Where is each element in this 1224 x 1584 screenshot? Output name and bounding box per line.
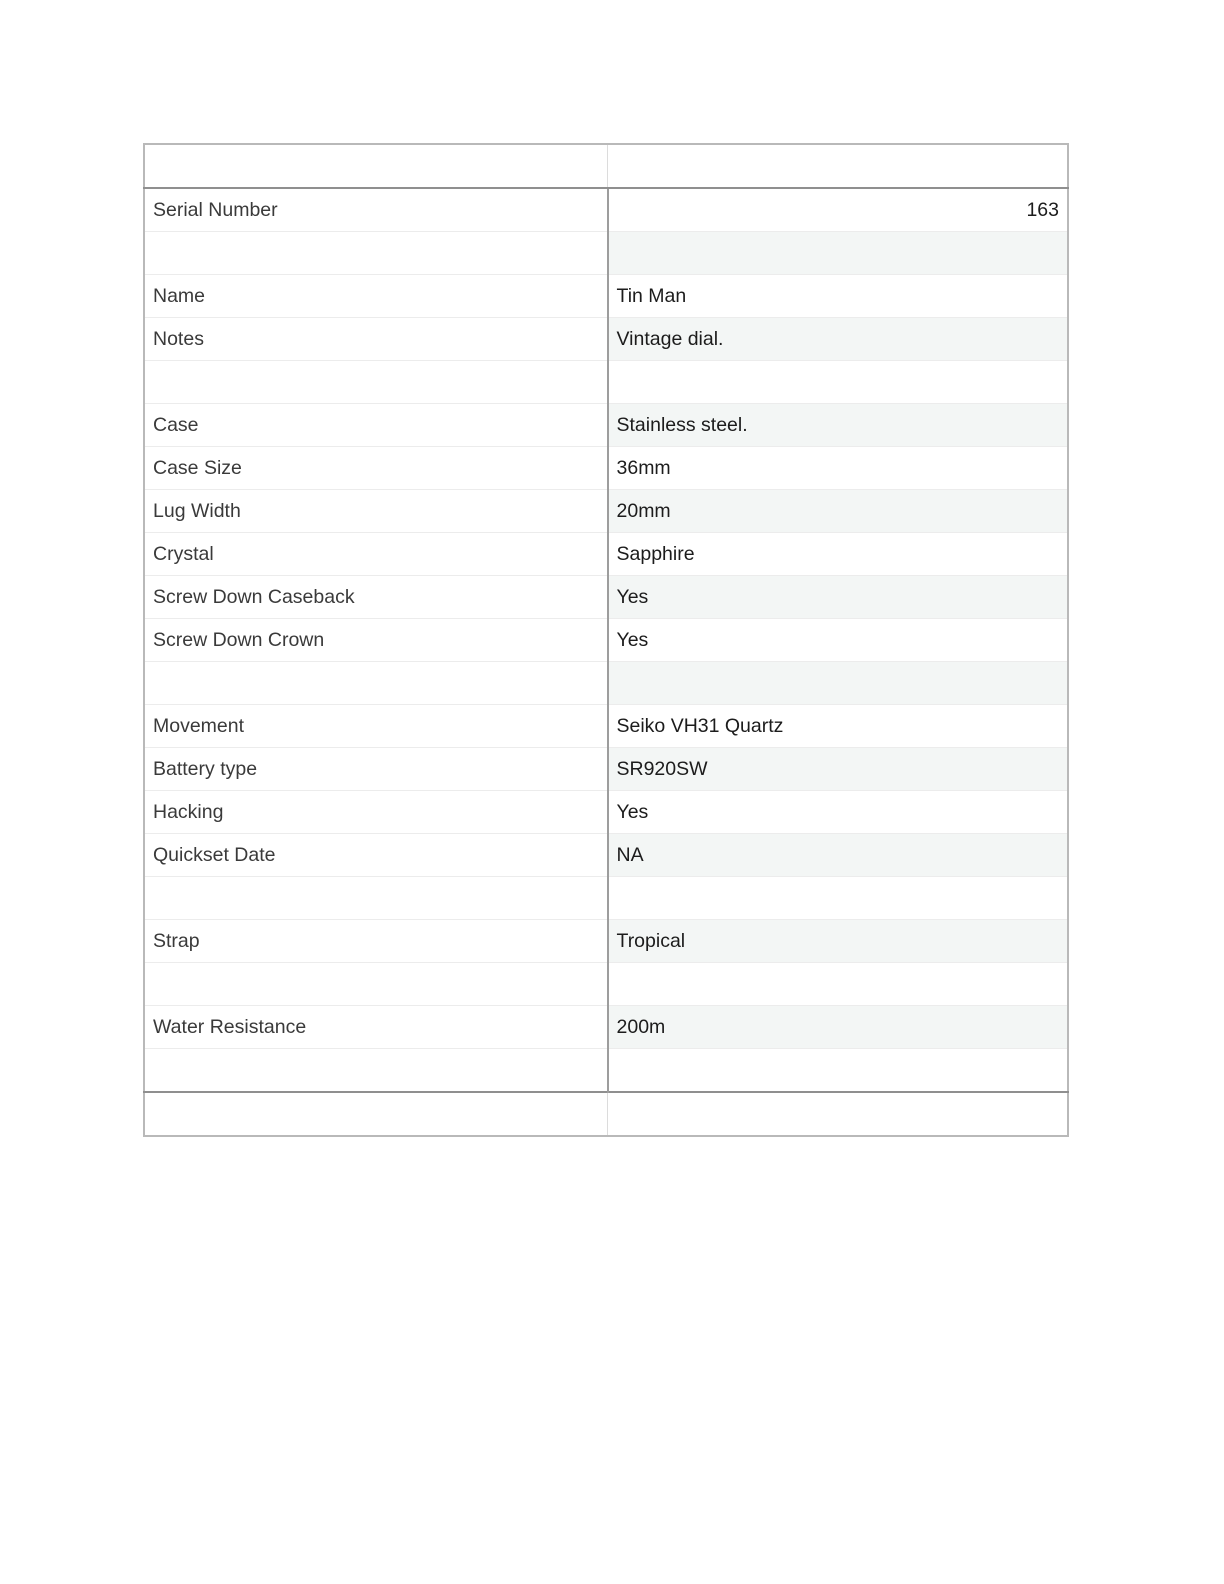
screw-down-crown-label: Screw Down Crown	[144, 619, 608, 662]
water-resistance-label: Water Resistance	[144, 1006, 608, 1049]
hacking-value: Yes	[608, 791, 1069, 834]
table-footer-row	[144, 1092, 1068, 1136]
table-row-quickset-date	[144, 834, 1068, 877]
table-row-spacer	[144, 963, 1068, 1006]
table-header-row	[144, 144, 1068, 188]
screw-down-caseback-value: Yes	[608, 576, 1069, 619]
table-row-spacer	[144, 361, 1068, 404]
battery-type-label: Battery type	[144, 748, 608, 791]
lug-width-value: 20mm	[608, 490, 1069, 533]
table-row-spacer	[144, 1049, 1068, 1093]
spacer-cell	[608, 1049, 1069, 1093]
spacer-cell	[608, 232, 1069, 275]
table-row-case-size	[144, 447, 1068, 490]
spacer-cell	[144, 877, 608, 920]
spacer-cell	[144, 662, 608, 705]
table-row-screw-down-crown	[144, 619, 1068, 662]
table-row-spacer	[144, 877, 1068, 920]
name-value: Tin Man	[608, 275, 1069, 318]
table-row-crystal	[144, 533, 1068, 576]
crystal-value: Sapphire	[608, 533, 1069, 576]
battery-type-value: SR920SW	[608, 748, 1069, 791]
serial-number-label: Serial Number	[144, 188, 608, 232]
spacer-cell	[608, 963, 1069, 1006]
table-row-notes	[144, 318, 1068, 361]
hacking-label: Hacking	[144, 791, 608, 834]
table-row-strap	[144, 920, 1068, 963]
serial-number-value: 163	[608, 188, 1069, 232]
notes-label: Notes	[144, 318, 608, 361]
table-row-case	[144, 404, 1068, 447]
spacer-cell	[144, 963, 608, 1006]
header-cell-label	[144, 144, 608, 188]
lug-width-label: Lug Width	[144, 490, 608, 533]
spacer-cell	[144, 361, 608, 404]
name-label: Name	[144, 275, 608, 318]
spacer-cell	[608, 877, 1069, 920]
watch-spec-table	[143, 143, 1069, 1137]
table-row-lug-width	[144, 490, 1068, 533]
header-cell-value	[608, 144, 1069, 188]
crystal-label: Crystal	[144, 533, 608, 576]
quickset-date-label: Quickset Date	[144, 834, 608, 877]
spacer-cell	[608, 361, 1069, 404]
table-row-water-resistance	[144, 1006, 1068, 1049]
table-row-movement	[144, 705, 1068, 748]
case-size-label: Case Size	[144, 447, 608, 490]
screw-down-caseback-label: Screw Down Caseback	[144, 576, 608, 619]
case-size-value: 36mm	[608, 447, 1069, 490]
screw-down-crown-value: Yes	[608, 619, 1069, 662]
footer-cell-value	[608, 1092, 1069, 1136]
table-row-screw-down-caseback	[144, 576, 1068, 619]
water-resistance-value: 200m	[608, 1006, 1069, 1049]
strap-label: Strap	[144, 920, 608, 963]
table-row-battery-type	[144, 748, 1068, 791]
strap-value: Tropical	[608, 920, 1069, 963]
spacer-cell	[608, 662, 1069, 705]
table-row-hacking	[144, 791, 1068, 834]
case-value: Stainless steel.	[608, 404, 1069, 447]
spacer-cell	[144, 1049, 608, 1093]
spacer-cell	[144, 232, 608, 275]
table-row-spacer	[144, 232, 1068, 275]
table-row-spacer	[144, 662, 1068, 705]
table-row-serial-number	[144, 188, 1068, 232]
movement-label: Movement	[144, 705, 608, 748]
quickset-date-value: NA	[608, 834, 1069, 877]
footer-cell-label	[144, 1092, 608, 1136]
movement-value: Seiko VH31 Quartz	[608, 705, 1069, 748]
case-label: Case	[144, 404, 608, 447]
notes-value: Vintage dial.	[608, 318, 1069, 361]
table-row-name	[144, 275, 1068, 318]
